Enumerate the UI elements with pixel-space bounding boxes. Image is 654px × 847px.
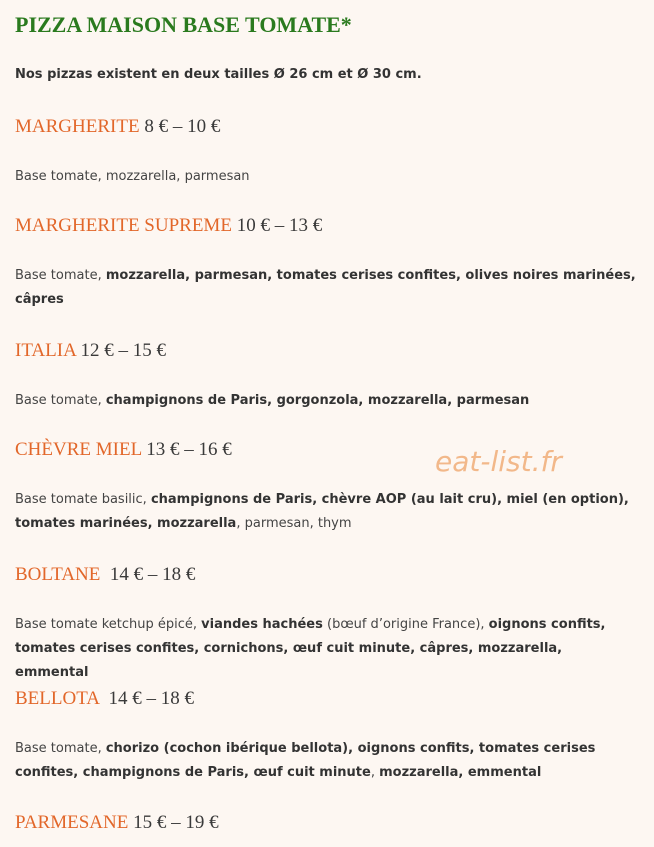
- pizza-price: 10 € – 13 €: [231, 215, 323, 236]
- page-title: PIZZA MAISON BASE TOMATE*: [15, 12, 352, 37]
- pizza-description: [15, 389, 640, 413]
- pizza-price: 12 € – 15 €: [75, 340, 166, 361]
- pizza-price: 15 € – 19 €: [128, 812, 219, 833]
- desc-part: Base tomate,: [15, 741, 106, 756]
- pizza-price: 13 € – 16 €: [141, 439, 232, 460]
- pizza-price: 14 € – 18 €: [98, 688, 194, 709]
- pizza-description: [15, 613, 640, 685]
- intro-text: Nos pizzas existent en deux tailles Ø 26 cm et Ø 30 cm.: [15, 67, 422, 82]
- desc-part-bold: champignons de Paris, gorgonzola, mozzarella, parmesan: [105, 393, 530, 408]
- desc-part-bold: chorizo (cochon ibérique bellota), oignons confits, tomates cerises confites, champignons de Paris, œuf cuit minute: [15, 741, 596, 780]
- desc-part-bold: mozzarella, emmental: [379, 765, 542, 780]
- desc-part: Base tomate basilic,: [15, 492, 151, 507]
- pizza-boltane: [15, 564, 195, 586]
- pizza-name: PARMESANE: [15, 812, 129, 833]
- pizza-price: 14 € – 18 €: [100, 564, 196, 585]
- pizza-margherite: [15, 116, 220, 138]
- pizza-name: CHÈVRE MIEL: [15, 439, 142, 460]
- pizza-price: 8 € – 10 €: [139, 116, 221, 137]
- desc-part-bold: viandes hachées: [201, 617, 323, 632]
- desc-part: ,: [370, 765, 380, 780]
- desc-part-bold: oignons confits, tomates cerises confites, cornichons, œuf cuit minute, câpres, mozzarella, emmental: [15, 617, 606, 680]
- pizza-name: BELLOTA: [15, 688, 99, 709]
- desc-part: Base tomate,: [15, 268, 106, 283]
- desc-part: (bœuf d’origine France),: [322, 617, 489, 632]
- pizza-name: MARGHERITE: [15, 116, 140, 137]
- pizza-name: BOLTANE: [15, 564, 101, 585]
- desc-part-bold: champignons de Paris, chèvre AOP (au lait cru), miel (en option), tomates marinées, mozzarella: [15, 492, 629, 531]
- desc-part: Base tomate,: [15, 393, 106, 408]
- pizza-description: [15, 264, 640, 312]
- pizza-description: [15, 488, 640, 536]
- desc-part: Base tomate ketchup épicé,: [15, 617, 202, 632]
- watermark-text: eat-list.fr: [435, 445, 562, 478]
- pizza-name: MARGHERITE SUPREME: [15, 215, 232, 236]
- desc-part: Base tomate, mozzarella, parmesan: [15, 169, 250, 184]
- desc-part: , parmesan, thym: [236, 516, 352, 531]
- pizza-name: ITALIA: [15, 340, 76, 361]
- pizza-chevre-miel: [15, 439, 232, 461]
- pizza-description: [15, 737, 640, 785]
- pizza-parmesane: [15, 812, 219, 834]
- pizza-description: [15, 165, 640, 189]
- pizza-italia: [15, 340, 166, 362]
- pizza-margherite-supreme: [15, 215, 322, 237]
- pizza-bellota: [15, 688, 194, 710]
- desc-part-bold: mozzarella, parmesan, tomates cerises confites, olives noires marinées, câpres: [15, 268, 636, 307]
